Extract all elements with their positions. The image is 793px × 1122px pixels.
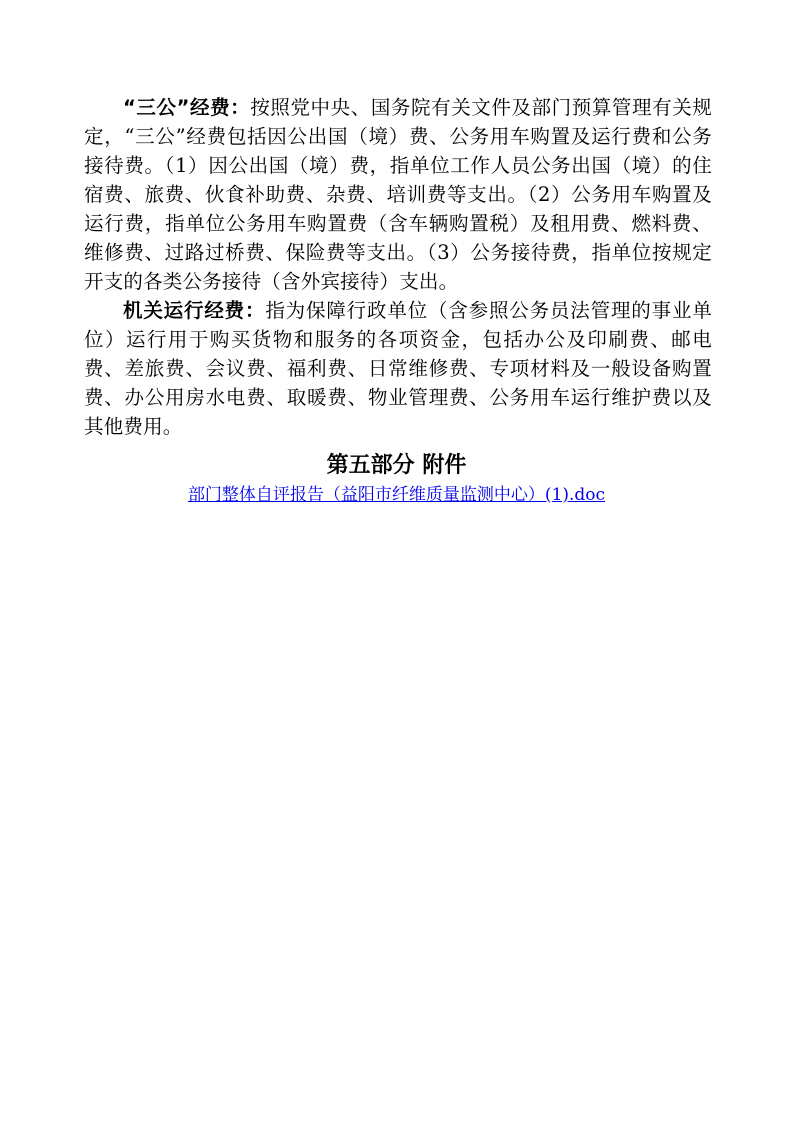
section-title-attachments: 第五部分 附件 — [326, 453, 467, 478]
glossary-definition-operating-expenses: 指为保障行政单位（含参照公务员法管理的事业单位）运行用于购买货物和服务的各项资金，包括办公及印刷费、邮电费、差旅费、会议费、福利费、日常维修费、专项材料及一般设备购置费、办公用房水电费、取暖费、物业管理费、公务用车运行维护费以及其他费用。 — [84, 299, 712, 438]
glossary-section — [84, 93, 712, 441]
glossary-paragraph-operating-expenses — [84, 296, 712, 441]
attachment-container — [0, 483, 793, 507]
glossary-definition-sangong: 按照党中央、国务院有关文件及部门预算管理有关规定，“三公”经费包括因公出国（境）费、公务用车购置及运行费和公务接待费。（1）因公出国（境）费，指单位工作人员公务出国（境）的住宿费、旅费、伙食补助费、杂费、培训费等支出。（2）公务用车购置及运行费，指单位公务用车购置费（含车辆购置税）及租用费、燃料费、维修费、过路过桥费、保险费等支出。（3）公务接待费，指单位按规定开支的各类公务接待（含外宾接待）支出。 — [84, 96, 712, 293]
glossary-term-sangong: “三公”经费： — [123, 96, 251, 119]
glossary-paragraph-sangong — [84, 93, 712, 296]
glossary-term-operating-expenses: 机关运行经费： — [123, 299, 266, 322]
attachment-link[interactable]: 部门整体自评报告（益阳市纤维质量监测中心）(1).doc — [187, 485, 606, 505]
